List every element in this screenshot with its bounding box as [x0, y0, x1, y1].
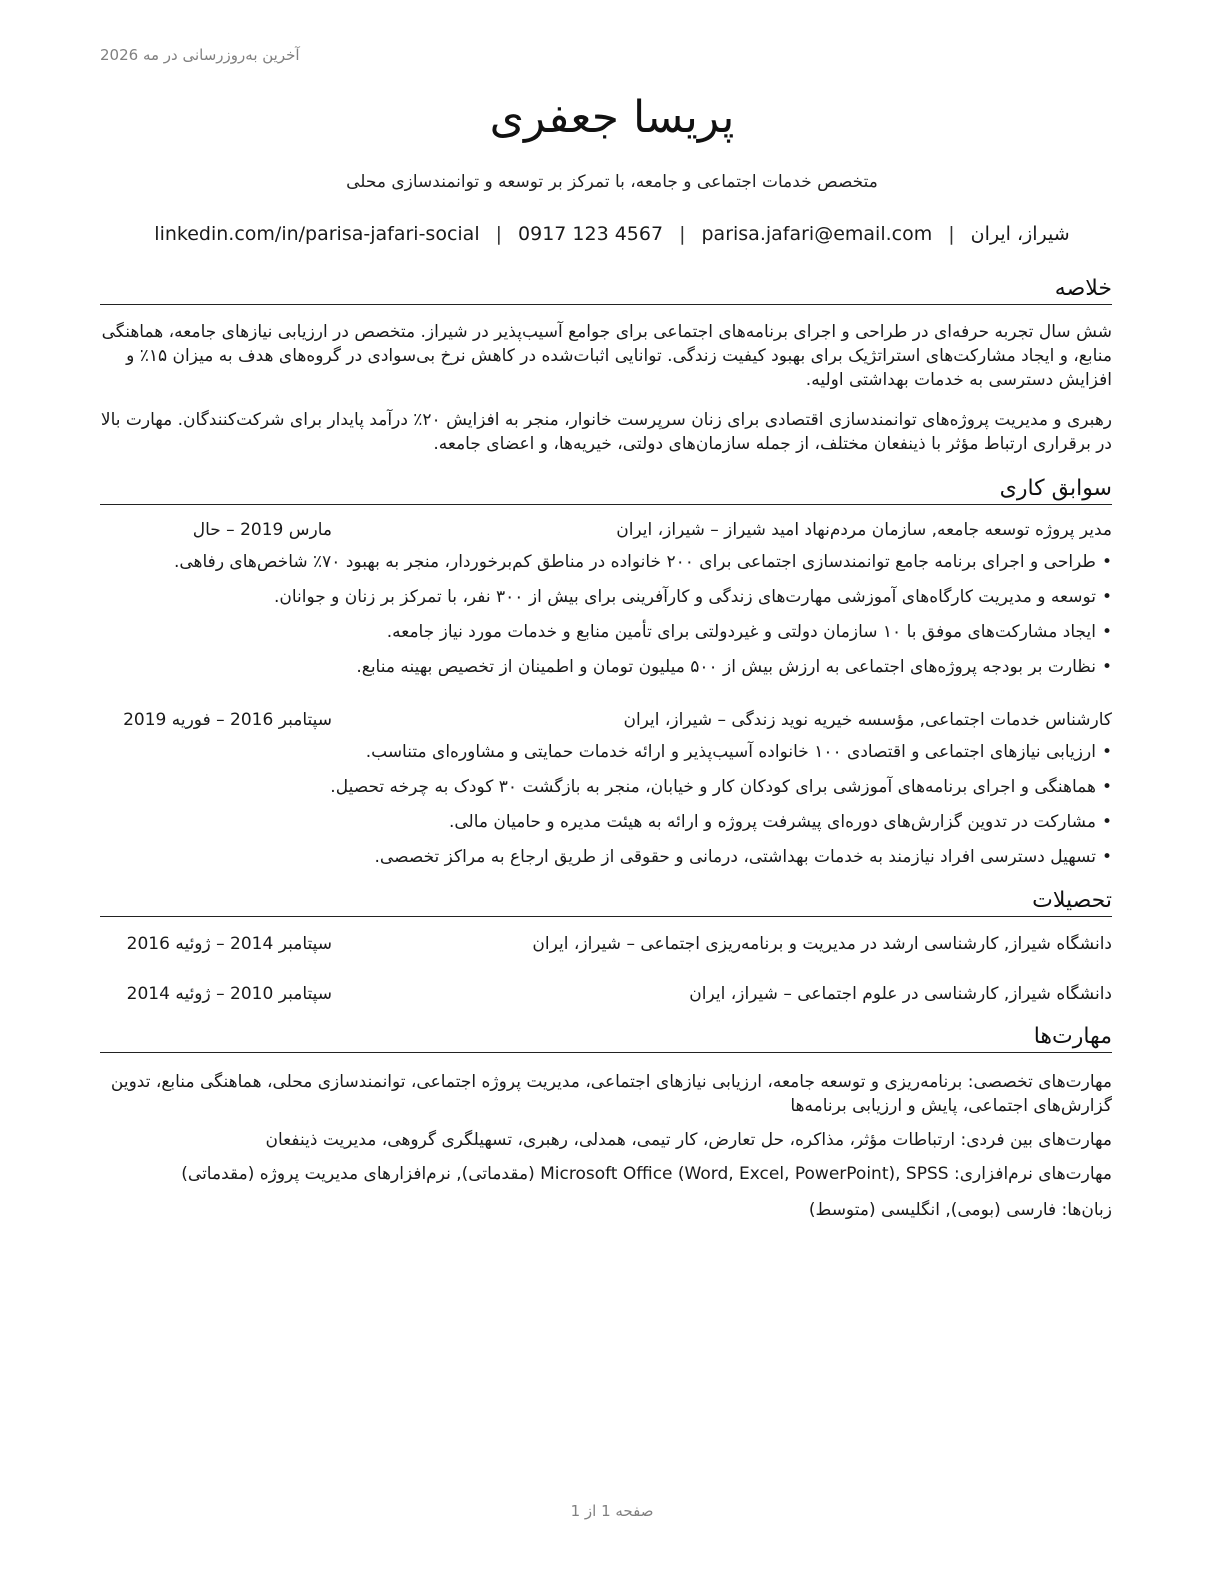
list-item: •هماهنگی و اجرای برنامه‌های آموزشی برای کودکان کار و خیابان، منجر به بازگشت ۳۰ کودک به چرخه تحصیل. [330, 777, 1112, 797]
education-entry [100, 982, 1112, 1006]
job-dates: سپتامبر 2016 – فوریه 2019 [123, 710, 332, 730]
skills-line: مهارت‌های نرم‌افزاری: Microsoft Office (Word, Excel, PowerPoint), SPSS (مقدماتی), نرم‌افزارهای مدیریت پروژه (مقدماتی) [181, 1164, 1112, 1184]
section-title-experience: سوابق کاری [100, 476, 1112, 505]
list-item: •ایجاد مشارکت‌های موفق با ۱۰ سازمان دولتی و غیردولتی برای تأمین منابع و خدمات مورد نیاز جامعه. [386, 622, 1112, 642]
degree: دانشگاه شیراز, کارشناسی در علوم اجتماعی – شیراز، ایران [689, 984, 1112, 1004]
degree: دانشگاه شیراز, کارشناسی ارشد در مدیریت و برنامه‌ریزی اجتماعی – شیراز، ایران [532, 934, 1112, 954]
list-item: •ارزیابی نیازهای اجتماعی و اقتصادی ۱۰۰ خانواده آسیب‌پذیر و ارائه خدمات حمایتی و مشاوره‌ای متناسب. [365, 742, 1112, 762]
skills-line: مهارت‌های بین فردی: ارتباطات مؤثر، مذاکره، حل تعارض، کار تیمی، همدلی، رهبری، تسهیلگری گروهی، مدیریت ذینفعان [265, 1130, 1112, 1150]
education-dates: سپتامبر 2010 – ژوئیه 2014 [126, 984, 332, 1004]
list-item: •نظارت بر بودجه پروژه‌های اجتماعی به ارزش بیش از ۵۰۰ میلیون تومان و اطمینان از تخصیص بهینه منابع. [356, 657, 1112, 677]
section-title-skills: مهارت‌ها [100, 1024, 1112, 1053]
job-title: کارشناس خدمات اجتماعی, مؤسسه خیریه نوید زندگی – شیراز، ایران [623, 710, 1112, 730]
list-item: •تسهیل دسترسی افراد نیازمند به خدمات بهداشتی، درمانی و حقوقی از طریق ارجاع به مراکز تخصصی. [374, 847, 1112, 867]
contact-line [0, 223, 1224, 245]
job-bullets [100, 740, 1112, 880]
professional-headline: متخصص خدمات اجتماعی و جامعه، با تمرکز بر توسعه و توانمندسازی محلی [346, 172, 878, 192]
contact-separator: | [679, 223, 686, 245]
education-dates: سپتامبر 2014 – ژوئیه 2016 [126, 934, 332, 954]
contact-location: شیراز، ایران [970, 223, 1070, 245]
contact-linkedin[interactable]: linkedin.com/in/parisa-jafari-social [154, 223, 480, 245]
contact-separator: | [948, 223, 955, 245]
list-item: •توسعه و مدیریت کارگاه‌های آموزشی مهارت‌های زندگی و کارآفرینی برای بیش از ۳۰۰ نفر، با تمرکز بر زنان و جوانان. [273, 587, 1112, 607]
contact-separator: | [495, 223, 503, 245]
section-title-education: تحصیلات [100, 888, 1112, 917]
page-number: صفحه 1 از 1 [570, 1502, 654, 1520]
contact-email[interactable]: parisa.jafari@email.com [701, 223, 933, 245]
job-header [100, 518, 1112, 542]
job-bullets [100, 550, 1112, 690]
skills-line: مهارت‌های تخصصی: برنامه‌ریزی و توسعه جامعه، ارزیابی نیازهای اجتماعی، مدیریت پروژه اجتماعی، توانمندسازی محلی، هماهنگی منابع، تدوین گزارش‌های اجتماعی، پایش و ارزیابی برنامه‌ها [110, 1072, 1112, 1116]
summary-paragraph: رهبری و مدیریت پروژه‌های توانمندسازی اقتصادی برای زنان سرپرست خانوار، منجر به افزایش ۲۰٪ درآمد پایدار برای شرکت‌کنندگان. مهارت بالا در برقراری ارتباط مؤثر با ذینفعان مختلف، از جمله سازمان‌های دولتی، خیریه‌ها، و اعضای جامعه. [100, 410, 1112, 454]
section-title-summary: خلاصه [100, 276, 1112, 305]
job-dates: مارس 2019 – حال [192, 520, 332, 540]
contact-phone[interactable]: 0917 123 4567 [518, 223, 664, 245]
list-item: •مشارکت در تدوین گزارش‌های دوره‌ای پیشرفت پروژه و ارائه به هیئت مدیره و حامیان مالی. [448, 812, 1112, 832]
skills-line: زبان‌ها: فارسی (بومی), انگلیسی (متوسط) [808, 1200, 1112, 1220]
list-item: •طراحی و اجرای برنامه جامع توانمندسازی اجتماعی برای ۲۰۰ خانواده در مناطق کم‌برخوردار، منجر به بهبود ۷۰٪ شاخص‌های رفاهی. [173, 552, 1112, 572]
summary-paragraph: شش سال تجربه حرفه‌ای در طراحی و اجرای برنامه‌های اجتماعی برای جوامع آسیب‌پذیر در شیراز. متخصص در ارزیابی نیازهای جامعه، هماهنگی منابع، و ایجاد مشارکت‌های استراتژیک برای بهبود کیفیت زندگی. توانایی اثبات‌شده در کاهش نرخ بی‌سوادی در گروه‌های هدف به میزان ۱۵٪ و افزایش دسترسی به خدمات بهداشتی اولیه. [101, 322, 1112, 390]
education-entry [100, 932, 1112, 956]
last-updated-note: آخرین به‌روزرسانی در مه 2026 [100, 46, 300, 64]
job-header [100, 708, 1112, 732]
candidate-name: پریسا جعفری [489, 92, 735, 143]
job-title: مدیر پروژه توسعه جامعه, سازمان مردم‌نهاد امید شیراز – شیراز، ایران [616, 520, 1112, 540]
